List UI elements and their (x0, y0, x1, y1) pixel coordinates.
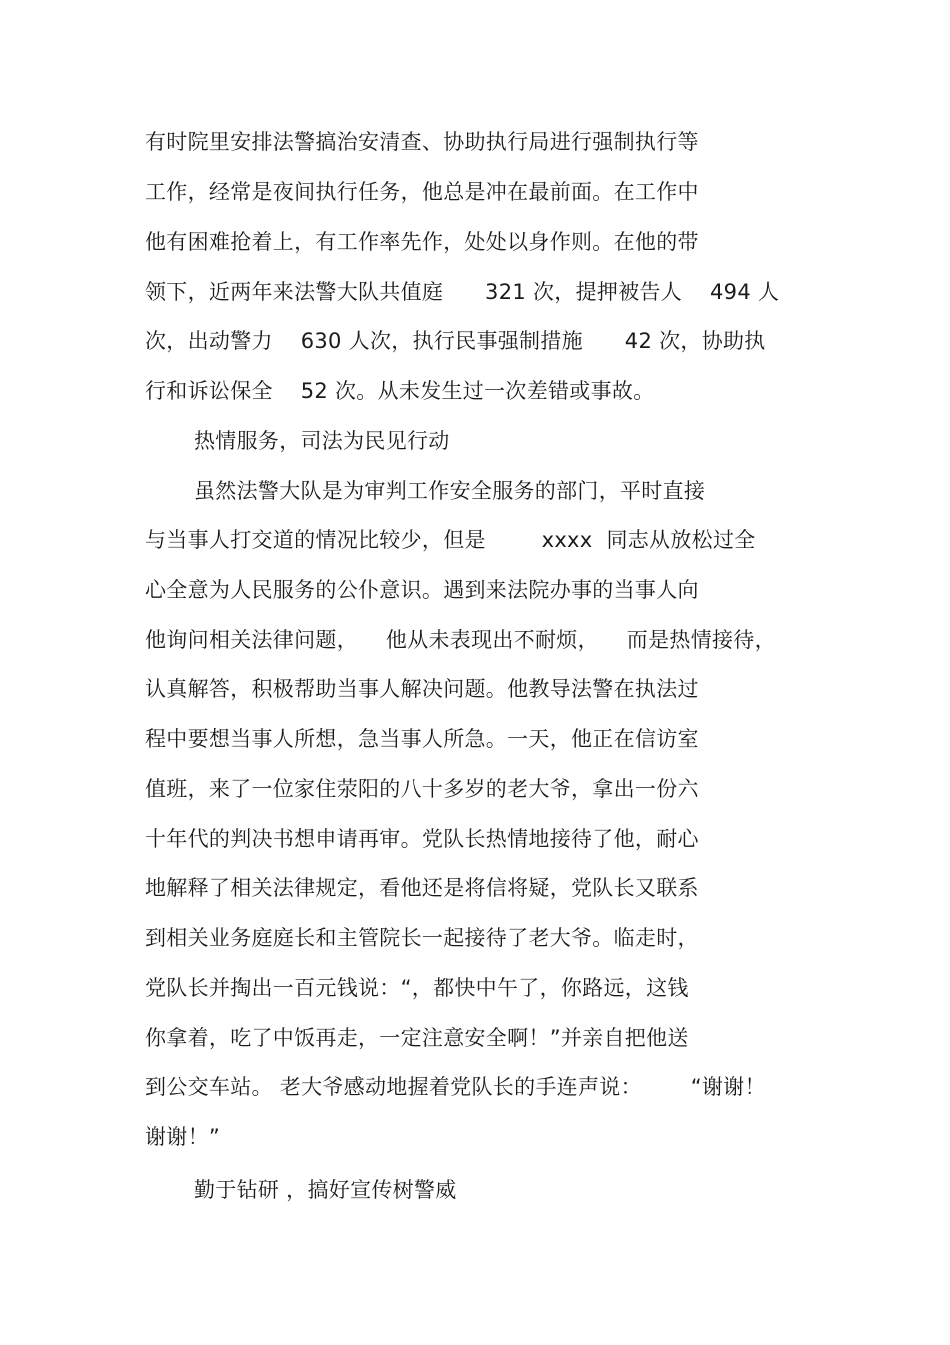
paragraph-line: 党队长并掏出一百元钱说：“，都快中午了，你路远，这钱 (145, 976, 689, 1000)
paragraph-line: 心全意为人民服务的公仆意识。遇到来法院办事的当事人向 (145, 578, 699, 602)
paragraph-line: 有时院里安排法警搞治安清查、协助执行局进行强制执行等 (145, 130, 699, 154)
paragraph-line: 你拿着，吃了中饭再走，一定注意安全啊！”并亲自把他送 (145, 1026, 689, 1050)
paragraph-line: 次，出动警力 630 人次，执行民事强制措施 42 次，协助执 (145, 329, 766, 353)
section-heading: 勤于钻研 ，搞好宣传树警威 (194, 1178, 457, 1202)
paragraph-line: 程中要想当事人所想，急当事人所急。一天，他正在信访室 (145, 727, 699, 751)
section-heading: 热情服务，司法为民见行动 (194, 429, 450, 453)
paragraph-line: 谢谢！” (145, 1125, 221, 1149)
paragraph-line: 认真解答，积极帮助当事人解决问题。他教导法警在执法过 (145, 677, 699, 701)
paragraph-line: 十年代的判决书想申请再审。党队长热情地接待了他，耐心 (145, 827, 699, 851)
paragraph-line: 与当事人打交道的情况比较少，但是 xxxx 同志从放松过全 (145, 528, 756, 552)
paragraph-line: 领下，近两年来法警大队共值庭 321 次，提押被告人 494 人 (145, 280, 780, 304)
paragraph-line: 行和诉讼保全 52 次。从未发生过一次差错或事故。 (145, 379, 655, 403)
paragraph-line: 工作，经常是夜间执行任务，他总是冲在最前面。在工作中 (145, 180, 699, 204)
paragraph-line: 地解释了相关法律规定，看他还是将信将疑，党队长又联系 (145, 876, 699, 900)
paragraph-line: 到公交车站。 老大爷感动地握着党队长的手连声说： “谢谢！ (145, 1075, 766, 1099)
paragraph-line: 他询问相关法律问题， 他从未表现出不耐烦， 而是热情接待， (145, 628, 776, 652)
paragraph-line: 到相关业务庭庭长和主管院长一起接待了老大爷。临走时， (145, 926, 699, 950)
paragraph-line: 值班，来了一位家住荥阳的八十多岁的老大爷，拿出一份六 (145, 777, 699, 801)
paragraph-line: 虽然法警大队是为审判工作安全服务的部门，平时直接 (194, 479, 706, 503)
paragraph-line: 他有困难抢着上，有工作率先作，处处以身作则。在他的带 (145, 230, 699, 254)
